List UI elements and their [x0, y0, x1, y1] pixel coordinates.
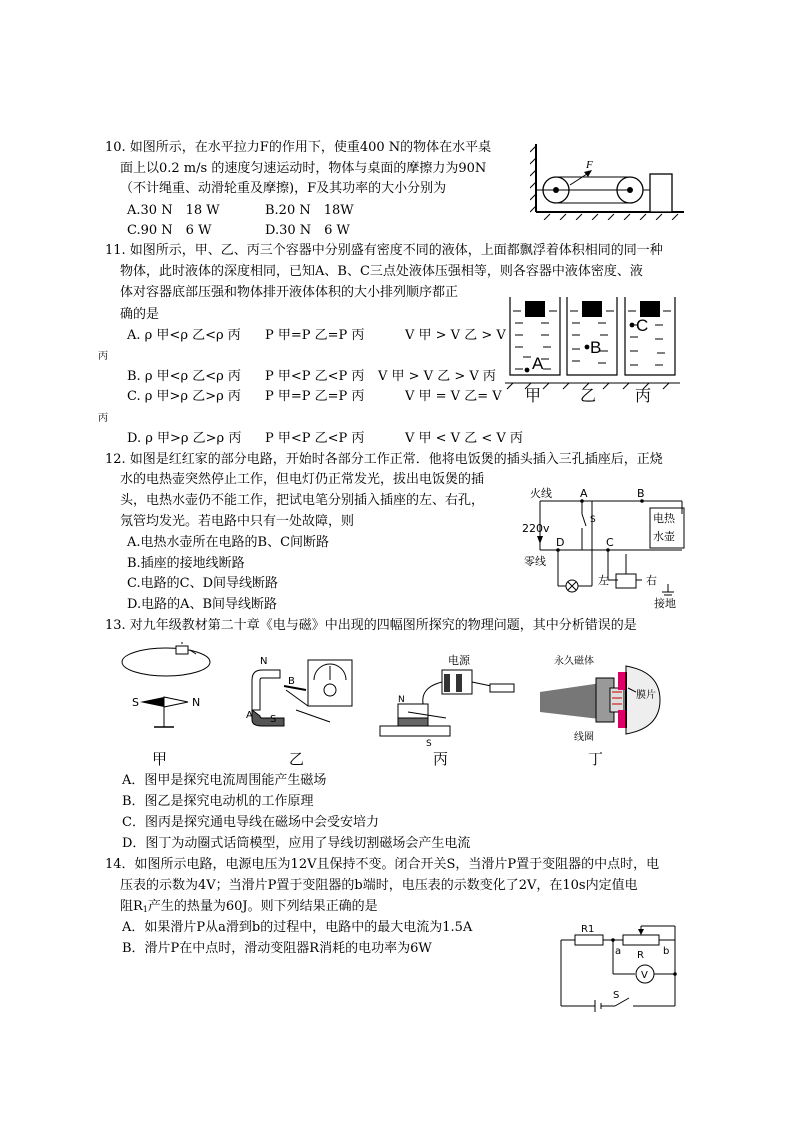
q12-stem-line-1: 12. 如图是红红家的部分电路，开始时各部分工作正常．他将电饭煲的插头插入三孔插座后，正烧	[105, 452, 663, 467]
q13-label-ding: 丁	[588, 750, 604, 768]
q12-stem-line-2: 水的电热壶突然停止工作，但电灯仍正常发光，拔出电饭煲的插	[120, 472, 485, 487]
svg-text:A: A	[246, 710, 253, 721]
q13-option-c: C．图丙是探究通电导线在磁场中会受安培力	[122, 815, 379, 830]
q12-circuit-figure	[522, 484, 694, 610]
q10-stem-line-1: 10. 如图所示，在水平拉力F的作用下，使重400 N的物体在水平桌	[105, 140, 492, 155]
svg-text:永久磁体: 永久磁体	[554, 656, 594, 667]
q11-option-d-volume: V 甲 < V 乙 < V 丙	[405, 431, 523, 446]
q11-option-a-wrap: 丙	[98, 351, 108, 362]
svg-text:B: B	[288, 676, 295, 687]
svg-text:S: S	[613, 990, 620, 1001]
svg-text:电源: 电源	[448, 654, 470, 667]
q12-option-c: C.电路的C、D间导线断路	[127, 576, 278, 591]
q13-figure-jia	[120, 642, 215, 732]
q10-pulley-figure	[530, 140, 688, 220]
q11-stem-line-3: 体对容器底部压强和物体排开液体体积的大小排列顺序都正	[120, 285, 459, 300]
q11-option-c-volume: V 甲 = V 乙= V	[405, 389, 502, 404]
svg-text:R1: R1	[581, 924, 595, 935]
svg-text:R: R	[637, 950, 644, 961]
q11-option-d-density: D. ρ 甲>ρ 乙>ρ 丙	[127, 431, 242, 446]
q13-option-a: A．图甲是探究电流周围能产生磁场	[122, 773, 327, 788]
q14-option-b: B．滑片P在中点时，滑动变阻器R消耗的电功率为6W	[122, 941, 432, 956]
q11-option-a-volume: V 甲 > V 乙 > V	[405, 328, 506, 343]
q14-stem-line-1: 14．如图所示电路，电源电压为12V且保持不变。闭合开关S，当滑片P置于变阻器的中点时，电	[105, 857, 660, 872]
q11-containers-figure	[505, 295, 690, 405]
svg-text:N: N	[260, 656, 268, 667]
q13-option-d: D．图丁为动圈式话筒模型，应用了导线切割磁场会产生电流	[122, 836, 471, 851]
svg-text:a: a	[615, 946, 622, 957]
q13-label-bing: 丙	[433, 750, 449, 768]
svg-text:S: S	[590, 515, 596, 525]
svg-text:D: D	[556, 536, 565, 549]
svg-text:火线: 火线	[530, 487, 552, 500]
q11-stem-line-1: 11. 如图所示，甲、乙、丙三个容器中分别盛有密度不同的液体，上面都飘浮着体积相同的同一种	[105, 243, 663, 258]
q10-option-b: B.20 N 18W	[265, 203, 354, 218]
q13-option-b: B．图乙是探究电动机的工作原理	[122, 794, 314, 809]
svg-text:A: A	[580, 487, 588, 500]
q11-container-bing: 丙	[635, 386, 652, 405]
svg-text:接地: 接地	[654, 597, 676, 610]
q14-option-a: A．如果滑片P从a滑到b的过程中，电路中的最大电流为1.5A	[122, 920, 473, 935]
svg-text:B: B	[637, 487, 645, 500]
svg-text:V: V	[641, 970, 648, 981]
q10-option-c: C.90 N 6 W	[127, 223, 212, 238]
q11-container-jia: 甲	[525, 386, 542, 405]
q11-stem-line-2: 物体，此时液体的深度相同，已知A、B、C三点处液体压强相等，则各容器中液体密度、液	[120, 264, 643, 279]
svg-text:S: S	[132, 696, 139, 709]
q11-point-c: C	[636, 316, 649, 335]
svg-text:220v: 220v	[522, 522, 550, 535]
q11-point-b: B	[590, 338, 602, 357]
q12-stem-line-3: 头，电热水壶仍不能工作，把试电笔分别插入插座的左、右孔，	[120, 493, 485, 508]
q13-figure-ding	[538, 652, 668, 747]
svg-text:左: 左	[598, 574, 609, 587]
q13-label-jia: 甲	[152, 750, 168, 768]
q11-point-a: A	[532, 354, 544, 373]
q12-stem-line-4: 氖管均发光。若电路中只有一处故障，则	[120, 514, 355, 529]
q11-option-b-density: B. ρ 甲<ρ 乙<ρ 丙	[127, 369, 241, 384]
q11-option-c-wrap: 丙	[98, 413, 108, 424]
svg-text:电热: 电热	[653, 512, 675, 525]
q11-option-b-pressure: P 甲<P 乙<P 丙	[265, 369, 365, 384]
q11-stem-line-4: 确的是	[120, 307, 160, 322]
q11-container-yi: 乙	[580, 386, 597, 405]
svg-text:水壶: 水壶	[653, 530, 675, 543]
q12-option-b: B.插座的接地线断路	[127, 556, 245, 571]
svg-text:S: S	[426, 739, 432, 748]
q10-stem-line-2: 面上以0.2 m/s 的速度匀速运动时，物体与桌面的摩擦力为90N	[120, 161, 487, 176]
svg-text:零线: 零线	[524, 555, 546, 568]
q10-option-a: A.30 N 18 W	[127, 203, 220, 218]
q12-option-d: D.电路的A、B间导线断路	[127, 597, 278, 612]
svg-text:线圈: 线圈	[574, 732, 594, 743]
q14-circuit-figure	[555, 918, 685, 1018]
svg-text:膜片: 膜片	[636, 690, 656, 701]
q11-option-b-volume: V 甲 > V 乙 > V 丙	[378, 369, 496, 384]
q10-stem-line-3: （不计绳重、动滑轮重及摩擦)，F及其功率的大小分别为	[120, 181, 447, 196]
q11-option-c-density: C. ρ 甲>ρ 乙>ρ 丙	[127, 389, 241, 404]
svg-text:S: S	[270, 714, 277, 725]
q13-figure-bing	[378, 648, 528, 748]
svg-text:N: N	[192, 696, 201, 709]
q11-option-a-density: A. ρ 甲<ρ 乙<ρ 丙	[127, 328, 241, 343]
q13-stem: 13. 对九年级教材第二十章《电与磁》中出现的四幅图所探究的物理问题，其中分析错误的是	[105, 618, 637, 633]
q11-option-d-pressure: P 甲<P 乙<P 丙	[265, 431, 365, 446]
svg-text:右: 右	[646, 574, 657, 587]
q10-option-d: D.30 N 6 W	[265, 223, 350, 238]
q13-label-yi: 乙	[289, 750, 305, 768]
q14-r1-subscript: 1	[142, 905, 148, 914]
q14-stem-line-2: 压表的示数为4V；当滑片P置于变阻器的b端时，电压表的示数变化了2V，在10s内定值电	[120, 878, 638, 893]
q12-option-a: A.电热水壶所在电路的B、C间断路	[127, 535, 330, 550]
q11-option-a-pressure: P 甲=P 乙=P 丙	[265, 328, 365, 343]
svg-text:N: N	[398, 695, 405, 705]
q10-force-label: F	[586, 159, 593, 171]
q13-figure-yi	[244, 650, 364, 740]
q11-option-c-pressure: P 甲=P 乙=P 丙	[265, 389, 365, 404]
svg-text:b: b	[663, 946, 670, 957]
q14-stem-line-3: 阻R1产生的热量为60J。则下列结果正确的是	[120, 899, 378, 914]
svg-text:C: C	[606, 536, 614, 549]
